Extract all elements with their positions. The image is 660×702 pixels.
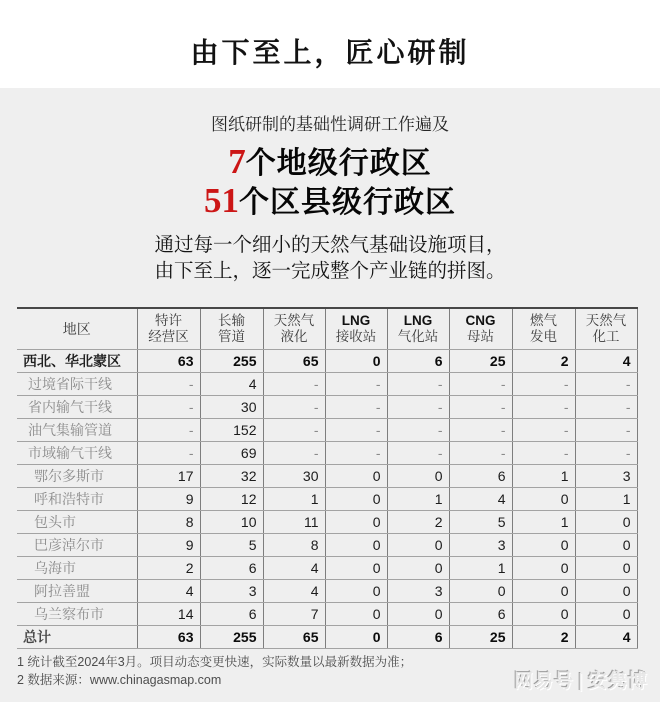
value-cell: - — [387, 418, 449, 441]
value-cell: - — [137, 441, 200, 464]
column-header-6: 燃气 发电 — [512, 308, 575, 349]
region-cell: 阿拉善盟 — [17, 579, 137, 602]
watermark-separator: | — [578, 671, 584, 692]
column-header-7: 天然气 化工 — [575, 308, 637, 349]
value-cell: - — [575, 441, 637, 464]
table-row — [17, 625, 637, 648]
value-cell: 1 — [512, 510, 575, 533]
value-cell: 25 — [449, 625, 512, 648]
value-cell: 0 — [575, 510, 637, 533]
value-cell: - — [263, 372, 325, 395]
value-cell: - — [575, 418, 637, 441]
value-cell: 4 — [263, 579, 325, 602]
value-cell: - — [387, 395, 449, 418]
value-cell: 5 — [200, 533, 263, 556]
value-cell: 0 — [575, 556, 637, 579]
value-cell: 9 — [137, 487, 200, 510]
stat-line-prefecture — [0, 143, 660, 182]
value-cell: 2 — [387, 510, 449, 533]
column-header-2: 天然气 液化 — [263, 308, 325, 349]
value-cell: - — [512, 418, 575, 441]
value-cell: 2 — [137, 556, 200, 579]
value-cell: 69 — [200, 441, 263, 464]
value-cell: - — [325, 418, 387, 441]
value-cell: - — [449, 395, 512, 418]
value-cell: - — [137, 395, 200, 418]
watermark — [514, 666, 648, 693]
value-cell: 65 — [263, 625, 325, 648]
value-cell: 0 — [325, 625, 387, 648]
value-cell: 6 — [387, 625, 449, 648]
value-cell: 0 — [325, 579, 387, 602]
value-cell: - — [137, 372, 200, 395]
value-cell: 6 — [449, 464, 512, 487]
value-cell: 63 — [137, 349, 200, 372]
table-row — [17, 372, 637, 395]
value-cell: 6 — [387, 349, 449, 372]
value-cell: 255 — [200, 625, 263, 648]
value-cell: 65 — [263, 349, 325, 372]
value-cell: 0 — [325, 487, 387, 510]
region-cell: 鄂尔多斯市 — [17, 464, 137, 487]
region-cell: 乌兰察布市 — [17, 602, 137, 625]
value-cell: 8 — [137, 510, 200, 533]
value-cell: 0 — [325, 349, 387, 372]
column-header-5: CNG 母站 — [449, 308, 512, 349]
table-row — [17, 533, 637, 556]
table-row — [17, 579, 637, 602]
region-cell: 乌海市 — [17, 556, 137, 579]
region-cell: 油气集输管道 — [17, 418, 137, 441]
value-cell: 25 — [449, 349, 512, 372]
value-cell: 14 — [137, 602, 200, 625]
region-cell: 呼和浩特市 — [17, 487, 137, 510]
value-cell: 0 — [387, 533, 449, 556]
column-header-0: 特许 经营区 — [137, 308, 200, 349]
value-cell: 6 — [200, 556, 263, 579]
value-cell: 4 — [263, 556, 325, 579]
region-cell: 过境省际干线 — [17, 372, 137, 395]
value-cell: 63 — [137, 625, 200, 648]
region-cell: 包头市 — [17, 510, 137, 533]
region-cell: 省内输气干线 — [17, 395, 137, 418]
value-cell: 0 — [575, 533, 637, 556]
table-row — [17, 510, 637, 533]
stat-line-county — [0, 182, 660, 221]
infrastructure-table — [17, 307, 638, 649]
value-cell: 3 — [200, 579, 263, 602]
value-cell: 2 — [512, 349, 575, 372]
value-cell: 3 — [449, 533, 512, 556]
value-cell: 4 — [200, 372, 263, 395]
table-row — [17, 395, 637, 418]
value-cell: - — [512, 441, 575, 464]
value-cell: 0 — [325, 464, 387, 487]
value-cell: - — [512, 395, 575, 418]
value-cell: - — [449, 441, 512, 464]
value-cell: 11 — [263, 510, 325, 533]
value-cell: 10 — [200, 510, 263, 533]
value-cell: 4 — [449, 487, 512, 510]
value-cell: 4 — [137, 579, 200, 602]
value-cell: - — [325, 372, 387, 395]
region-cell: 巴彦淖尔市 — [17, 533, 137, 556]
title-band — [0, 0, 660, 88]
value-cell: - — [387, 372, 449, 395]
footnote-1: 1 统计截至2024年3月。项目动态变更快速，实际数量以最新数据为准； — [17, 654, 413, 669]
value-cell: 3 — [387, 579, 449, 602]
table-row — [17, 441, 637, 464]
table-row — [17, 487, 637, 510]
value-cell: 0 — [575, 579, 637, 602]
region-cell: 西北、华北蒙区 — [17, 349, 137, 372]
watermark-author: 安隽博 — [587, 671, 648, 692]
stat-text-prefecture: 个地级行政区 — [245, 147, 432, 180]
value-cell: 6 — [200, 602, 263, 625]
value-cell: - — [449, 372, 512, 395]
value-cell: 0 — [325, 602, 387, 625]
value-cell: - — [512, 372, 575, 395]
stat-number-county: 51 — [204, 181, 239, 220]
value-cell: - — [325, 441, 387, 464]
table-row — [17, 349, 637, 372]
value-cell: 0 — [512, 602, 575, 625]
value-cell: 30 — [263, 464, 325, 487]
value-cell: 255 — [200, 349, 263, 372]
stat-number-prefecture: 7 — [228, 142, 246, 181]
column-header-3: LNG 接收站 — [325, 308, 387, 349]
value-cell: 0 — [512, 487, 575, 510]
value-cell: 17 — [137, 464, 200, 487]
value-cell: 7 — [263, 602, 325, 625]
page-title: 由下至上，匠心研制 — [190, 37, 470, 68]
value-cell: 5 — [449, 510, 512, 533]
value-cell: 0 — [325, 510, 387, 533]
value-cell: 0 — [575, 602, 637, 625]
value-cell: 0 — [387, 602, 449, 625]
value-cell: 1 — [575, 487, 637, 510]
column-header-region: 地区 — [17, 308, 137, 349]
value-cell: 0 — [512, 556, 575, 579]
value-cell: - — [387, 441, 449, 464]
value-cell: 12 — [200, 487, 263, 510]
column-header-4: LNG 气化站 — [387, 308, 449, 349]
value-cell: 152 — [200, 418, 263, 441]
value-cell: - — [575, 395, 637, 418]
value-cell: 3 — [575, 464, 637, 487]
value-cell: - — [263, 395, 325, 418]
value-cell: 30 — [200, 395, 263, 418]
value-cell: 9 — [137, 533, 200, 556]
watermark-platform: 网易号 — [514, 671, 575, 692]
value-cell: - — [575, 372, 637, 395]
table-row — [17, 464, 637, 487]
value-cell: 1 — [512, 464, 575, 487]
value-cell: - — [449, 418, 512, 441]
value-cell: 4 — [575, 349, 637, 372]
value-cell: - — [137, 418, 200, 441]
stat-text-county: 个区县级行政区 — [239, 186, 456, 219]
value-cell: 0 — [387, 464, 449, 487]
value-cell: 8 — [263, 533, 325, 556]
value-cell: 0 — [449, 579, 512, 602]
value-cell: 32 — [200, 464, 263, 487]
value-cell: 0 — [325, 533, 387, 556]
value-cell: 0 — [387, 556, 449, 579]
value-cell: 1 — [449, 556, 512, 579]
region-cell: 总计 — [17, 625, 137, 648]
value-cell: 1 — [387, 487, 449, 510]
value-cell: 4 — [575, 625, 637, 648]
value-cell: 1 — [263, 487, 325, 510]
value-cell: - — [325, 395, 387, 418]
intro-line-2: 由下至上，逐一完成整个产业链的拼图。 — [154, 261, 506, 282]
value-cell: 6 — [449, 602, 512, 625]
value-cell: 0 — [325, 556, 387, 579]
value-cell: 0 — [512, 533, 575, 556]
headline-stats — [0, 143, 660, 221]
intro-line-1: 通过每一个细小的天然气基础设施项目， — [154, 235, 506, 256]
table-row — [17, 418, 637, 441]
region-cell: 市域输气干线 — [17, 441, 137, 464]
value-cell: 2 — [512, 625, 575, 648]
table-row — [17, 556, 637, 579]
footnote-2: 2 数据来源：www.chinagasmap.com — [17, 672, 222, 687]
table-row — [17, 602, 637, 625]
subtitle: 图纸研制的基础性调研工作遍及 — [211, 115, 449, 134]
table-header-row — [17, 308, 637, 349]
column-header-1: 长输 管道 — [200, 308, 263, 349]
intro-paragraph — [0, 233, 660, 285]
infrastructure-table-wrap — [17, 307, 660, 649]
value-cell: - — [263, 418, 325, 441]
value-cell: - — [263, 441, 325, 464]
value-cell: 0 — [512, 579, 575, 602]
